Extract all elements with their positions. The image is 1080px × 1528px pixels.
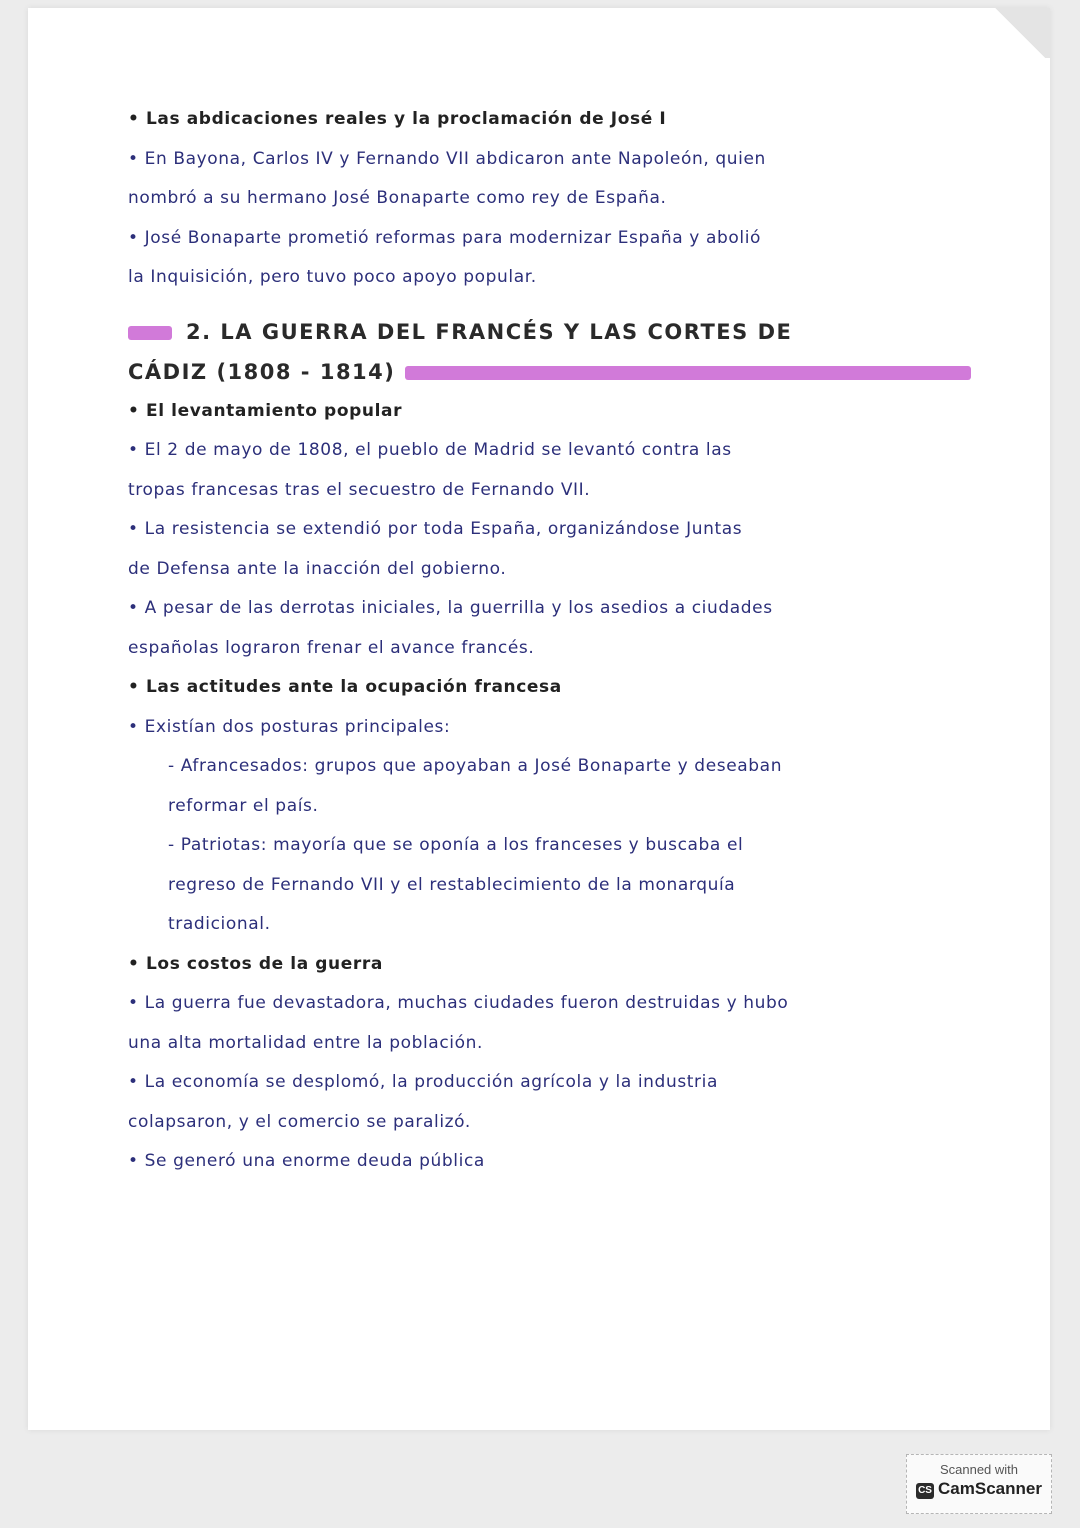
scanned-with-text: Scanned with xyxy=(939,1462,1019,1477)
folded-corner xyxy=(990,8,1050,58)
afrancesados-line: - Afrancesados: grupos que apoyaban a José Bonaparte y deseaban xyxy=(168,756,783,776)
note-line: tropas francesas tras el secuestro de Fernando VII. xyxy=(128,479,591,500)
note-line: una alta mortalidad entre la población. xyxy=(128,1032,483,1053)
highlight-marker xyxy=(128,326,172,340)
note-line: españolas lograron frenar el avance francés. xyxy=(128,637,535,658)
note-line: nombró a su hermano José Bonaparte como rey de España. xyxy=(128,188,667,208)
topic-heading-levantamiento: • El levantamiento popular xyxy=(128,400,403,421)
camscanner-logo-icon: CS xyxy=(916,1483,934,1499)
note-line: colapsaron, y el comercio se paralizó. xyxy=(128,1111,471,1132)
section-title-continued xyxy=(128,352,1008,392)
section-title-line1: 2. LA GUERRA DEL FRANCÉS Y LAS CORTES DE xyxy=(186,319,793,344)
note-line: de Defensa ante la inacción del gobierno. xyxy=(128,558,507,579)
note-line: • El 2 de mayo de 1808, el pueblo de Madrid se levantó contra las xyxy=(128,440,732,460)
highlight-bar xyxy=(405,366,971,380)
topic-heading-actitudes: • Las actitudes ante la ocupación francesa xyxy=(128,677,562,697)
section-title-line2: CÁDIZ (1808 - 1814) xyxy=(128,359,396,384)
note-line: • José Bonaparte prometió reformas para modernizar España y abolió xyxy=(128,227,762,248)
notebook-page xyxy=(28,8,1050,1430)
camscanner-brand-text: CamScanner xyxy=(938,1479,1042,1498)
topic-heading-costos: • Los costos de la guerra xyxy=(128,953,383,974)
note-line: • Se generó una enorme deuda pública xyxy=(128,1151,485,1171)
note-line: • La guerra fue devastadora, muchas ciudades fueron destruidas y hubo xyxy=(128,993,789,1013)
note-line: • La economía se desplomó, la producción agrícola y la industria xyxy=(128,1072,718,1092)
note-line: • A pesar de las derrotas iniciales, la guerrilla y los asedios a ciudades xyxy=(128,598,773,618)
patriotas-line: - Patriotas: mayoría que se oponía a los franceses y buscaba el xyxy=(168,835,744,855)
note-line: la Inquisición, pero tuvo poco apoyo popular. xyxy=(128,267,537,287)
note-line: • En Bayona, Carlos IV y Fernando VII abdicaron ante Napoleón, quien xyxy=(128,148,766,169)
camscanner-brand xyxy=(907,1479,1051,1499)
camscanner-watermark xyxy=(906,1454,1052,1514)
section-title xyxy=(128,312,1008,352)
note-line: • Existían dos posturas principales: xyxy=(128,716,451,737)
afrancesados-line: reformar el país. xyxy=(168,795,319,816)
patriotas-line: tradicional. xyxy=(168,914,271,934)
note-line: • La resistencia se extendió por toda España, organizándose Juntas xyxy=(128,519,743,539)
patriotas-line: regreso de Fernando VII y el restablecimiento de la monarquía xyxy=(168,874,736,895)
handwritten-notes xyxy=(128,100,1008,1182)
topic-heading-abdicaciones: • Las abdicaciones reales y la proclamación de José I xyxy=(128,109,667,129)
